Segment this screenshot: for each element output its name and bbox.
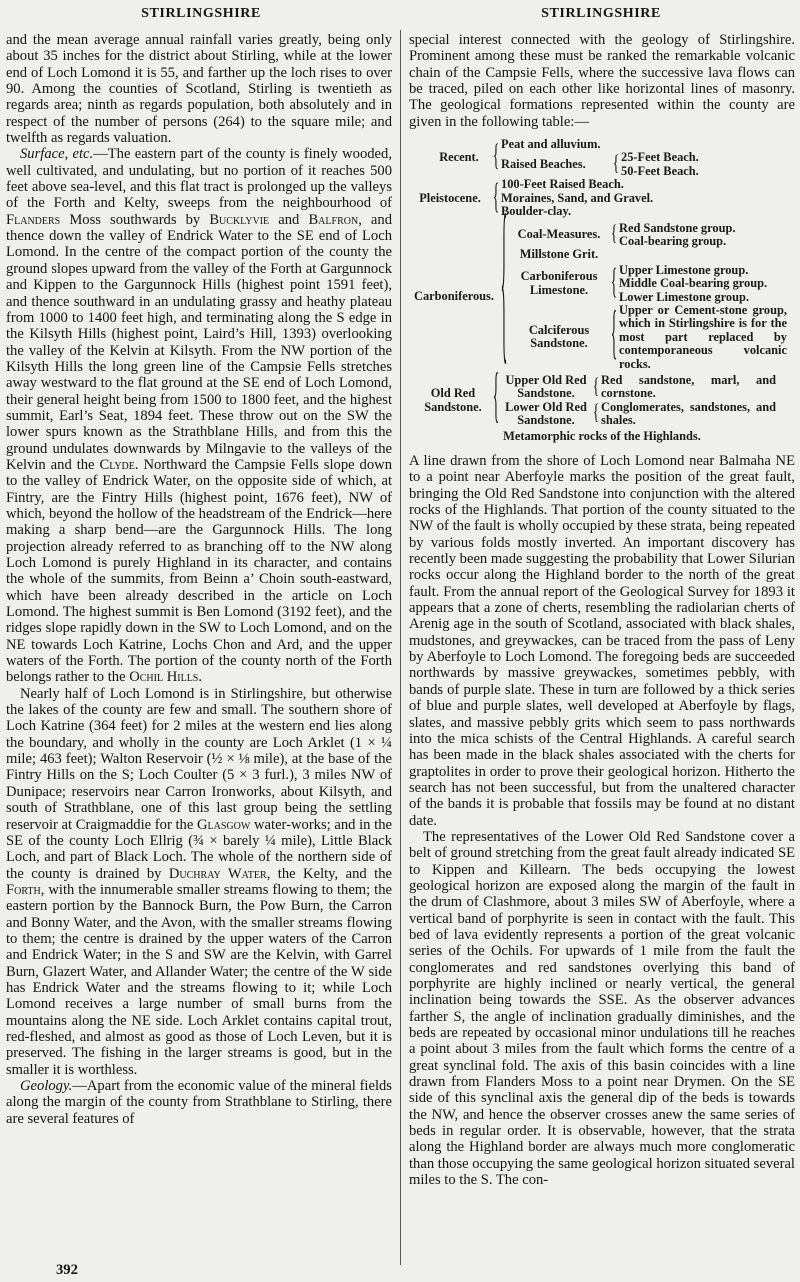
text-run: The representatives of the Lower Old Red Sandstone cover a belt of ground stretching from the great fault already indicated SE to Kippen and Killearn. The beds occupying the lowest geological horizon are exposed along the margin of the fault in the drum of Clashmore, about 3 miles SW of Aberfoyle, where a vertical band of porphyrite is seen in contact with the fault. This bed of lava evidently represents a portion of the great volcanic series of the Ochils. For upwards of 1 mile from the fault the conglomerates and red sandstones overlying this band of porphyrite are highly inclined or nearly vertical, the general inclination being towards the SSE. As the observer advances farther S, the angle of inclination gradually diminishes, and the beds are repeated by occasional minor undulations till he reaches a point about 3 miles from the fault which forms the centre of a great synclinal fold. The axis of this basin coincides with a line drawn from Flanders Moss to a point near Drymen. On the SE side of this synclinal axis the general dip of the beds is towards the NW, and hence the observer crosses anew the same series of beds in regular order. It is observable, however, that the strata along the Highland border are always much more conglomeratic than those occupying the same geological horizon situated several miles to the S. The con-	[409, 828, 795, 1189]
text-run: , with the innumerable smaller streams flowing to them; the eastern portion by the Bannock Burn, the Pow Burn, the Carron and Bonny Water, and the Avon, with the smaller streams flowing to them; the centre is drained by the upper waters of the Carron and Endrick Water; in the S and SW are the Kelvin, with Garrel Burn, Glazert Water, and Allander Water; the centre of the W side has Endrick Water and the streams flowing to it; while Loch Lomond receives a large number of small burns from the mountains along the NE side. Loch Arklet contains capital trout, red-fleshed, and almost as good as those of Loch Leven, but it is preserved. The fishing in the larger streams is good, but in the smaller it is worthless.	[6, 881, 392, 1078]
text-run: A line drawn from the shore of Loch Lomond near Balmaha NE to a point near Aberfoyle marks the position of the great fault, bringing the Old Red Sandstone into conjunction with the altered rocks of the Highlands. That portion of the county situated to the NW of the fault is wholly occupied by these strata, being repeated by various folds mostly inverted. An important discovery has recently been made suggesting the probability that Lower Silurian rocks occur along the Highland border to the north of the great fault. From the annual report of the Geological Survey for 1893 it appears that a zone of cherts, resembling the radiolarian cherts of Arenig age in the south of Scotland, associated with black shales, mudstones, and greywackes, can be traced from the pass of Leny by Aberfoyle to Loch Lomond. The foregoing beds are succeeded northwards by massive greywackes, sometimes pebbly, with bands of purple slate. These in turn are followed by a thick series of blue and purple slates, well developed at Aberfoyle by flags, slates, and massive pebbly grits which seem to pass northwards into the mica schists of the Central Highlands. A careful search has been made in the black shales associated with the cherts for graptolites in order to prove their geological horizon. Hitherto the search has not been successful, but from the unaltered character of the bands it is probable that fossils may be found at no distant date.	[409, 453, 795, 829]
text-run: . Northward the Campsie Fells slope down to the valley of Endrick Water, on the opposite side of which, at Fintry, are the Fintry Hills (highest point, 1676 feet), NW of which, beyond the hollow of the headstream of the Endrick—here making a sharp bend—are the Gargunnock Hills. The long projection already referred to as branching off to the NW along Loch Lomond is purely Highland in its character, and contains the whole of the summits, from Beinn a’ Choin south-eastward, which have been already described in the article on Loch Lomond. The highest summit is Ben Lomond (3192 feet), and the ridges slope rapidly down in the SW to Loch Lomond, and on the NE towards Loch Katrine, Lochs Chon and Ard, and the upper waters of the Forth. The portion of the county north of the Forth belongs rather to the	[6, 456, 392, 686]
place-name: Clyde	[99, 456, 135, 473]
brace: {	[610, 263, 618, 303]
formation-description: Upper or Cement-stone group, which in Stirlingshire is for the most part replaced by contemporaneous volcanic rocks.	[619, 302, 787, 371]
running-header-left: STIRLINGSHIRE	[141, 6, 261, 21]
text-run: and	[269, 211, 309, 228]
brace: {	[592, 401, 600, 426]
text-run: water-works; and in the SE of the county Loch Ellrig (¾ × barely ¼ mile), Little Black Loch, and part of Black Loch. The whole of the northern side of the county is drained by	[6, 816, 392, 882]
formation-label: Calciferous Sandstone.	[528, 323, 590, 351]
metamorphic-row: Metamorphic rocks of the Highlands.	[503, 428, 701, 443]
right-body	[409, 453, 795, 1188]
place-name: Duchray Water	[168, 865, 267, 882]
formation: Moraines, Sand, and Gravel.	[501, 190, 654, 205]
paragraph	[6, 686, 392, 1078]
formation-label: Upper Old Red Sandstone.	[505, 372, 587, 401]
text-run: —The eastern part of the county is finely wooded, well cultivated, and undulating, but no portion of it reaches 500 feet above sea-level, and this flat tract is prolonged up the valleys of the Forth and Kelty, sweeps from the neighbourhood of	[6, 146, 392, 212]
formation: Upper Limestone group.	[619, 262, 749, 277]
brace: {	[492, 366, 500, 433]
row-recent	[427, 138, 795, 178]
formation-label: Carboniferous Limestone.	[520, 269, 598, 297]
place-name: Bucklyvie	[209, 211, 270, 228]
formation: Red Sandstone group.	[619, 220, 736, 235]
paragraph	[6, 1078, 392, 1127]
paragraph	[6, 32, 392, 146]
brace: {	[610, 305, 618, 369]
place-name: Glasgow	[197, 816, 251, 833]
formation: 50-Feet Beach.	[621, 163, 699, 178]
text-run: Moss southwards by	[60, 211, 210, 228]
paragraph	[409, 829, 795, 1189]
row-pleistocene	[409, 178, 795, 218]
row-old-red-sandstone	[409, 366, 795, 433]
paragraph	[6, 146, 392, 685]
formation: 25-Feet Beach.	[621, 150, 699, 165]
text-run: , and thence down the valley of Endrick Water to the SE end of Loch Lomond. In the centre of the compact portion of the county the ground slopes upward from the valley of the Forth at Gargunnock and Kippen to the Gargunnock Hills (highest point 1591 feet), and thence southward in an undulating grassy and heathy plateau from 1000 to 1400 feet high, and terminating along the S edge in the Kilsyth Hills (highest point, Laird’s Hill, 1393) overlooking the valley of the Kelvin at Kilsyth. From the NW portion of the Kilsyth Hills the long green line of the Campsie Fells stretches away westward to the flat ground at the SE end of Loch Lomond, their general height being from 1500 to 1800 feet, and the highest summit, Earl’s Seat, 1894 feet. These throw out on the SW the lower spurs known as the Strathblane Hills, and from this the ground undulates downwards by Milngavie to the valleys of the Kelvin and the	[6, 211, 393, 473]
place-name: Ochil Hills	[129, 669, 199, 686]
text-run: and the mean average annual rainfall varies greatly, being only about 35 inches for the district about Stirling, while at the lower end of Loch Lomond it is 55, and farther up the loch rises to over 90. Among the counties of Scotland, Stirling is twentieth as regards area; ninth as regards population, both absolutely and in respect of the number of persons (264) to the square mile; and twelfth as regards valuation.	[6, 32, 392, 147]
text-run: .	[198, 669, 203, 686]
brace: {	[500, 196, 508, 392]
section-heading: Surface, etc.	[20, 146, 94, 163]
geological-formations-table	[409, 138, 795, 443]
era-label: Pleistocene.	[419, 190, 481, 205]
brace: {	[592, 375, 600, 400]
era-label: Carboniferous.	[414, 288, 494, 303]
left-column	[6, 32, 392, 1127]
formation: Boulder-clay.	[501, 204, 572, 219]
paragraph	[409, 32, 795, 130]
place-name: Flanders	[6, 211, 61, 228]
brace: {	[492, 178, 500, 218]
text-run: special interest connected with the geology of Stirlingshire. Prominent among these must be ranked the remarkable volcanic chain of the Campsie Fells, where the successive lava flows can be traced, piled on each other like horizontal lines of masonry. The geological formations represented within the county are given in the following table:—	[409, 32, 795, 130]
formation: 100-Feet Raised Beach.	[501, 177, 624, 192]
brace: {	[492, 141, 500, 175]
formation: Coal-bearing group.	[619, 233, 727, 248]
section-heading: Geology.	[20, 1078, 73, 1094]
brace: {	[610, 222, 618, 247]
text-run: —Apart from the economic value of the mineral fields along the margin of the county from Strathblane to Stirling, there are several features of	[6, 1078, 392, 1127]
era-label: Recent.	[439, 150, 479, 165]
formation: Middle Coal-bearing group.	[619, 276, 768, 291]
formation-label: Lower Old Red Sandstone.	[505, 399, 587, 428]
running-header-right: STIRLINGSHIRE	[541, 6, 661, 21]
paragraph	[409, 453, 795, 829]
formation: Peat and alluvium.	[501, 137, 601, 152]
place-name: Balfron	[308, 211, 359, 228]
page-number: 392	[56, 1262, 78, 1278]
right-intro	[409, 32, 795, 130]
column-divider	[400, 30, 401, 1265]
formation-description: Conglomerates, sandstones, and shales.	[601, 399, 776, 428]
formation: Raised Beaches.	[501, 157, 586, 172]
text-run: , the Kelty, and the	[266, 865, 392, 882]
formation-label: Millstone Grit.	[519, 247, 599, 262]
formation-description: Red sandstone, marl, and cornstone.	[601, 372, 776, 401]
place-name: Forth	[6, 881, 41, 898]
text-run: Nearly half of Loch Lomond is in Stirlingshire, but otherwise the lakes of the county are few and small. The southern shore of Loch Katrine (364 feet) for 2 miles at the western end lies along the boundary, and wholly in the county are Loch Arklet (1 × ¼ mile; 463 feet); Walton Reservoir (½ × ⅛ mile), at the base of the Fintry Hills on the S; Loch Coulter (5 × 3 furl.), 3 miles NW of Dunipace; reservoirs near Carron Ironworks, about Kilsyth, and south of Strathblane, one of this last group being the settling reservoir at Craigmaddie for the	[6, 685, 392, 833]
brace: {	[612, 152, 620, 177]
right-column	[409, 32, 795, 1188]
formation: Lower Limestone group.	[619, 289, 749, 304]
era-label: Old Red Sandstone.	[424, 386, 482, 414]
formation-label: Coal-Measures.	[517, 227, 601, 242]
